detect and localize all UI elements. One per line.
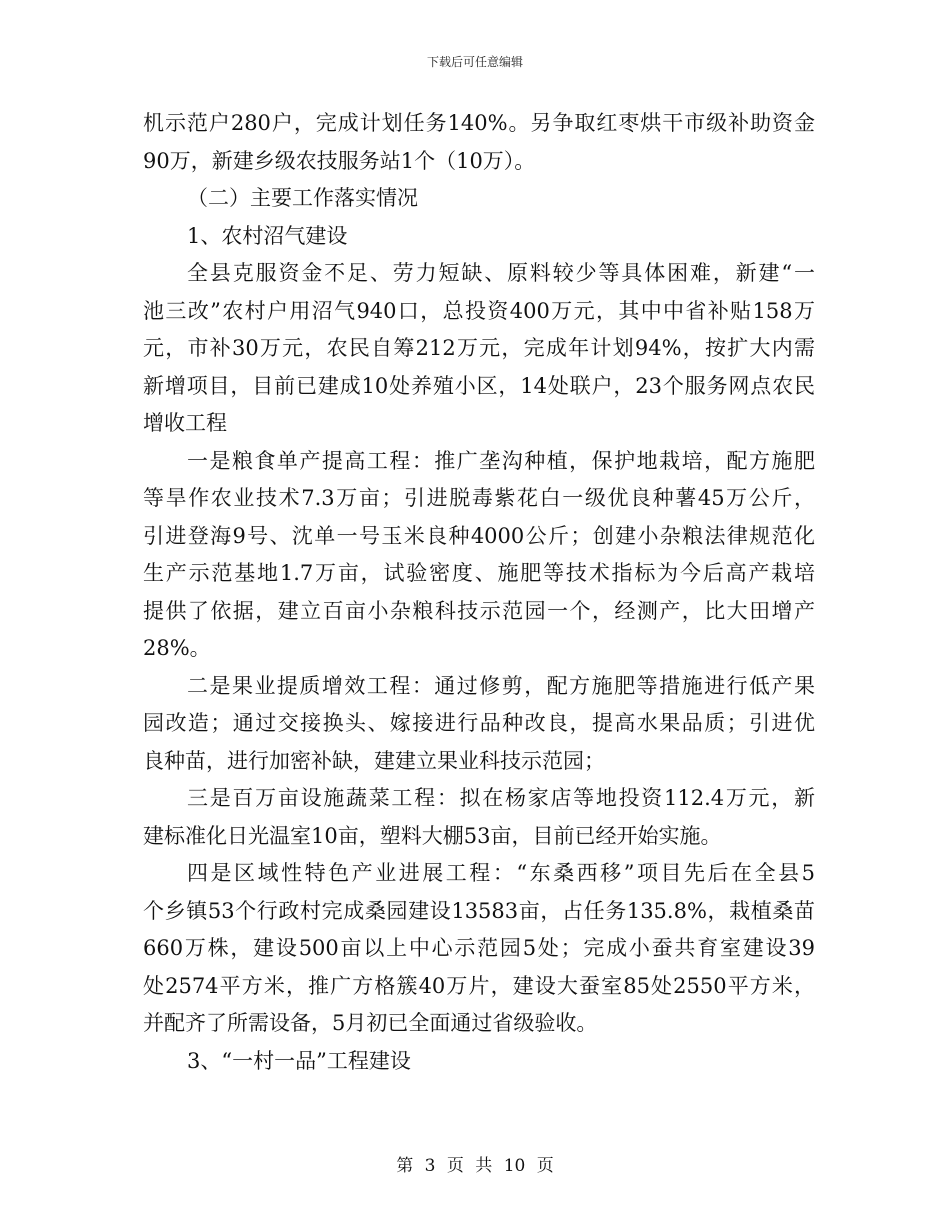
text-line: 引进登海9号、沈单一号玉米良种4000公斤；创建小杂粮法律规范化 xyxy=(143,523,815,548)
section-heading: （二）主要工作落实情况 xyxy=(187,186,418,210)
text-line: 生产示范基地1.7万亩，试验密度、施肥等技术指标为今后高产栽培 xyxy=(143,561,815,585)
paragraph-first-line: 二是果业提质增效工程：通过修剪，配方施肥等措施进行低产果 xyxy=(187,673,815,698)
paragraph-first-line: 三是百万亩设施蔬菜工程：拟在杨家店等地投资112.4万元，新 xyxy=(187,786,815,810)
text-line: 新增项目，目前已建成10处养殖小区，14处联户，23个服务网点农民 xyxy=(143,373,815,398)
page-header: 下载后可任意编辑 xyxy=(426,55,523,69)
paragraph-first-line: 一是粮食单产提高工程：推广垄沟种植，保护地栽培，配方施肥 xyxy=(187,448,815,473)
paragraph-first-line: 四是区域性特色产业进展工程：“东桑西移”项目先后在全县5 xyxy=(187,861,815,885)
text-line: 个乡镇53个行政村完成桑园建设13583亩，占任务135.8%，栽植桑苗 xyxy=(143,898,815,923)
text-line: 池三改”农村户用沼气940口，总投资400万元，其中中省补贴158万 xyxy=(143,298,815,323)
text-line: 28%。 xyxy=(143,636,211,660)
text-line: 机示范户280户，完成计划任务140%。另争取红枣烘干市级补助资金 xyxy=(143,111,815,135)
subsection-heading: 1、农村沼气建设 xyxy=(187,223,348,248)
text-line: 提供了依据，建立百亩小杂粮科技示范园一个，经测产，比大田增产 xyxy=(143,598,815,623)
text-line: 建标准化日光温室10亩，塑料大棚53亩，目前已经开始实施。 xyxy=(143,823,722,848)
page-footer: 第 3 页 共 10 页 xyxy=(396,1156,554,1176)
text-line: 处2574平方米，推广方格簇40万片，建设大蚕室85处2550平方米， xyxy=(143,973,815,998)
subsection-heading: 3、“一村一品”工程建设 xyxy=(187,1048,411,1073)
text-line: 良种苗，进行加密补缺，建建立果业科技示范园； xyxy=(143,748,605,773)
text-line: 元，市补30万元，农民自筹212万元，完成年计划94%，按扩大内需 xyxy=(143,336,815,360)
text-line: 并配齐了所需设备，5月初已全面通过省级验收。 xyxy=(143,1011,598,1035)
text-line: 园改造；通过交接换头、嫁接进行品种改良，提高水果品质；引进优 xyxy=(143,711,815,735)
paragraph-first-line: 全县克服资金不足、劳力短缺、原料较少等具体困难，新建“一 xyxy=(187,261,815,285)
text-line: 660万株，建设500亩以上中心示范园5处；完成小蚕共育室建设39 xyxy=(143,936,815,960)
text-line: 等旱作农业技术7.3万亩；引进脱毒紫花白一级优良种薯45万公斤， xyxy=(143,486,815,510)
text-line: 90万，新建乡级农技服务站1个（10万）。 xyxy=(143,148,536,173)
text-line: 增收工程 xyxy=(143,411,227,435)
document-body xyxy=(143,105,815,1080)
